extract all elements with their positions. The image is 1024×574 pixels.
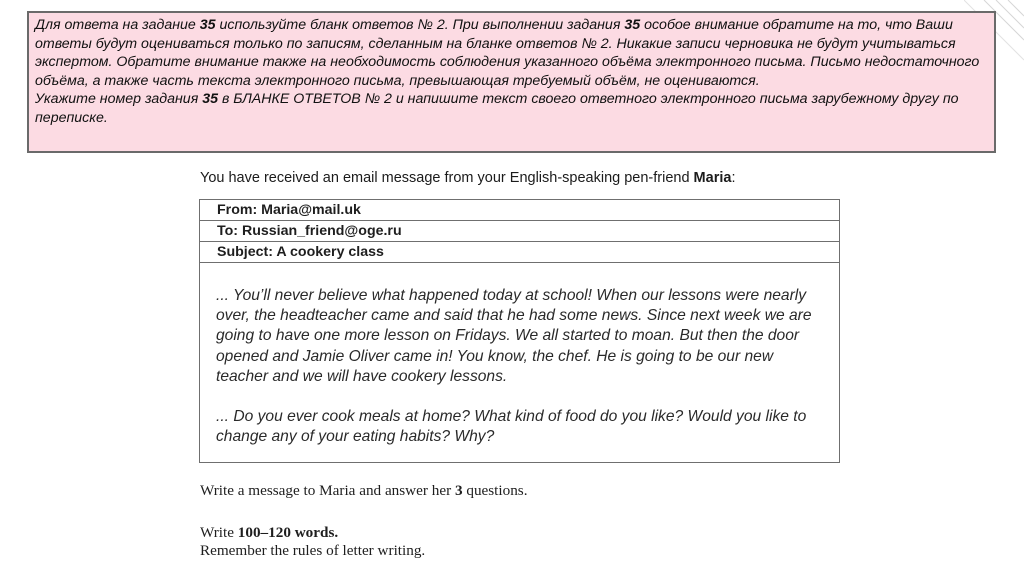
instructions-text: особое внимание обратите на то, что Ваши ответы будут оцениваться только по записям, сделанным на бланке ответов № 2. Никакие записи черновика не будут учитываться экспертом. Обратите внимание также на необходимость соблюдения указанного объёма электронного письма. Письмо недостаточного объёма, а также часть текста электронного письма, превышающая требуемый объём, не оцениваются.: [35, 17, 980, 89]
instructions-text: Укажите номер задания: [35, 91, 203, 108]
task-line-3: Remember the rules of letter writing.: [200, 542, 426, 559]
email-body: [216, 286, 816, 467]
instructions-paragraph-1: [35, 16, 988, 90]
email-intro: [200, 170, 735, 186]
instructions-paragraph-2: [35, 90, 988, 127]
task-line-1: [200, 482, 528, 500]
instructions-text: Для ответа на задание: [35, 17, 200, 33]
pen-friend-name: Maria: [693, 170, 732, 186]
intro-colon: :: [731, 170, 736, 186]
email-subject: Subject: A cookery class: [200, 242, 839, 263]
task-number: 35: [624, 17, 641, 33]
email-paragraph-1: ... You’ll never believe what happened today at school! When our lessons were nearly over, the headteacher came and said that he had some news. Since next week we are going to have one more lesson on Fridays. We all started to moan. But then the door opened and Jamie Oliver came in! You know, the chef. He is going to be our new teacher and we will have cookery lessons.: [216, 287, 812, 385]
word-count: 100–120 words.: [237, 524, 339, 541]
instructions-text: используйте бланк ответов № 2. При выполнении задания: [215, 17, 625, 33]
email-message: [199, 199, 840, 463]
email-to: To: Russian_friend@oge.ru: [200, 221, 839, 242]
task-line-2: [200, 524, 338, 542]
instructions-text: в БЛАНКЕ ОТВЕТОВ № 2 и напишите текст своего ответного электронного письма зарубежному другу по переписке.: [35, 91, 959, 126]
task-text: Write a message to Maria and answer her: [200, 482, 455, 499]
task-text: questions.: [462, 482, 528, 499]
instructions-box: [27, 11, 996, 153]
task-text: Write: [200, 524, 238, 541]
email-from: From: Maria@mail.uk: [200, 200, 839, 221]
task-number: 35: [202, 91, 219, 108]
task-number: 35: [199, 17, 216, 33]
question-count: 3: [454, 482, 463, 499]
intro-text: You have received an email message from your English-speaking pen-friend: [200, 170, 694, 186]
email-paragraph-2: ... Do you ever cook meals at home? What kind of food do you like? Would you like to change any of your eating habits? Why?: [216, 408, 807, 446]
